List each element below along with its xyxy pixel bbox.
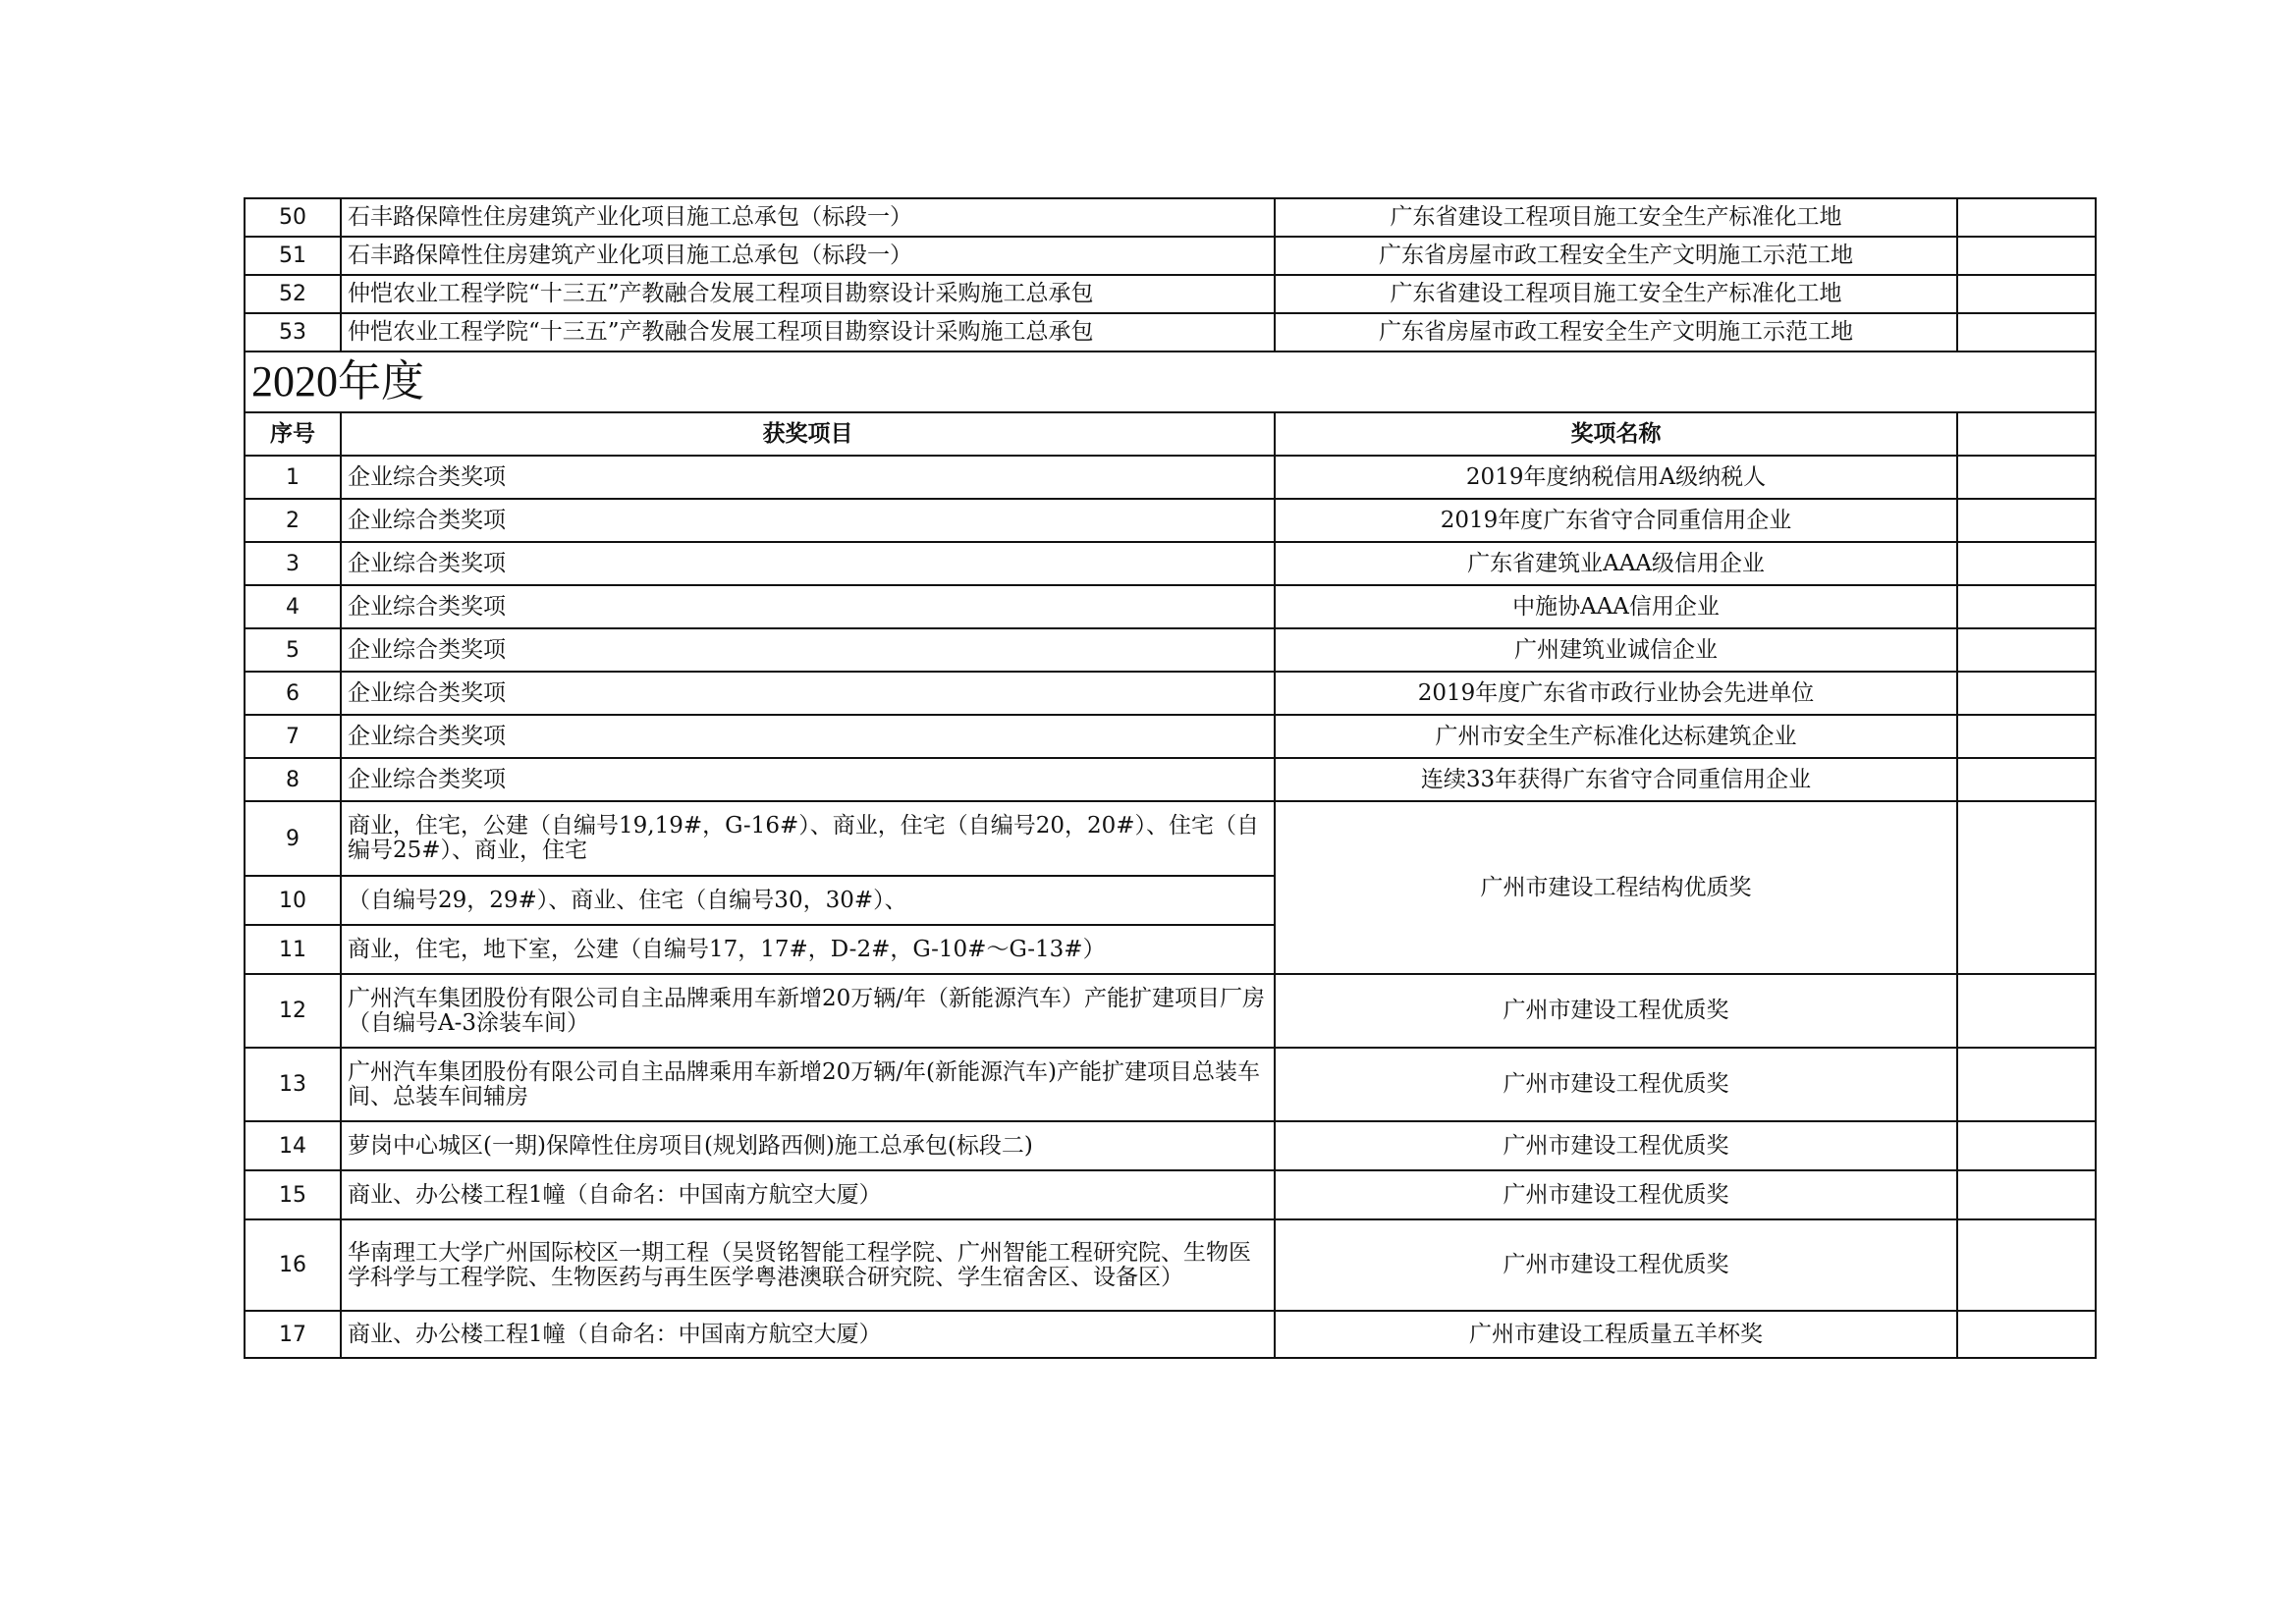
- project-cell: 企业综合类奖项: [341, 542, 1275, 585]
- blank-cell: [1957, 715, 2096, 758]
- award-cell: 广州市建设工程优质奖: [1275, 1121, 1957, 1170]
- row-number: 7: [245, 715, 341, 758]
- table-row: [245, 542, 2096, 585]
- table-row: [245, 1170, 2096, 1219]
- table-row: [245, 801, 2096, 876]
- blank-cell: [1957, 801, 2096, 974]
- blank-cell: [1957, 275, 2096, 313]
- row-number: 5: [245, 628, 341, 672]
- table-row: [245, 499, 2096, 542]
- project-cell: 企业综合类奖项: [341, 715, 1275, 758]
- row-number: 4: [245, 585, 341, 628]
- award-cell: 广东省房屋市政工程安全生产文明施工示范工地: [1275, 237, 1957, 275]
- table-row: [245, 672, 2096, 715]
- row-number: 17: [245, 1311, 341, 1358]
- row-number: 9: [245, 801, 341, 876]
- project-cell: 企业综合类奖项: [341, 499, 1275, 542]
- award-cell: 广州市建设工程优质奖: [1275, 1219, 1957, 1311]
- table-row: [245, 1311, 2096, 1358]
- row-number: 13: [245, 1048, 341, 1121]
- award-cell: 2019年度广东省市政行业协会先进单位: [1275, 672, 1957, 715]
- project-cell: 企业综合类奖项: [341, 585, 1275, 628]
- table-row: [245, 715, 2096, 758]
- header-number: 序号: [245, 412, 341, 456]
- row-number: 6: [245, 672, 341, 715]
- award-cell: 广州建筑业诚信企业: [1275, 628, 1957, 672]
- header-award: 奖项名称: [1275, 412, 1957, 456]
- award-cell: 广州市建设工程优质奖: [1275, 974, 1957, 1048]
- blank-cell: [1957, 758, 2096, 801]
- project-cell: 商业，住宅，地下室，公建（自编号17，17#，D-2#，G-10#～G-13#）: [341, 925, 1275, 974]
- blank-cell: [1957, 1121, 2096, 1170]
- table-row: [245, 237, 2096, 275]
- award-cell: 广州市建设工程优质奖: [1275, 1048, 1957, 1121]
- merged-award-cell: 广州市建设工程结构优质奖: [1275, 801, 1957, 974]
- project-cell: 石丰路保障性住房建筑产业化项目施工总承包（标段一）: [341, 198, 1275, 237]
- blank-cell: [1957, 1311, 2096, 1358]
- year-section-row: [245, 352, 2096, 412]
- project-cell: 商业、办公楼工程1幢（自命名：中国南方航空大厦）: [341, 1170, 1275, 1219]
- table-row: [245, 1048, 2096, 1121]
- blank-cell: [1957, 628, 2096, 672]
- award-cell: 广东省建筑业AAA级信用企业: [1275, 542, 1957, 585]
- row-number: 1: [245, 456, 341, 499]
- project-cell: 商业，住宅，公建（自编号19,19#，G-16#）、商业，住宅（自编号20，20#）、住宅（自编号25#）、商业，住宅: [341, 801, 1275, 876]
- awards-table: [244, 197, 2097, 1359]
- row-number: 52: [245, 275, 341, 313]
- project-cell: 企业综合类奖项: [341, 628, 1275, 672]
- header-project: 获奖项目: [341, 412, 1275, 456]
- row-number: 10: [245, 876, 341, 925]
- project-cell: 企业综合类奖项: [341, 758, 1275, 801]
- header-row: [245, 412, 2096, 456]
- project-cell: 仲恺农业工程学院“十三五”产教融合发展工程项目勘察设计采购施工总承包: [341, 313, 1275, 352]
- table-row: [245, 1121, 2096, 1170]
- award-cell: 广州市建设工程质量五羊杯奖: [1275, 1311, 1957, 1358]
- table-row: [245, 456, 2096, 499]
- award-cell: 中施协AAA信用企业: [1275, 585, 1957, 628]
- table-row: [245, 198, 2096, 237]
- blank-cell: [1957, 974, 2096, 1048]
- award-cell: 广东省建设工程项目施工安全生产标准化工地: [1275, 275, 1957, 313]
- table-row: [245, 313, 2096, 352]
- row-number: 2: [245, 499, 341, 542]
- project-cell: 企业综合类奖项: [341, 672, 1275, 715]
- row-number: 50: [245, 198, 341, 237]
- table-row: [245, 1219, 2096, 1311]
- table-row: [245, 974, 2096, 1048]
- row-number: 53: [245, 313, 341, 352]
- row-number: 12: [245, 974, 341, 1048]
- blank-cell: [1957, 456, 2096, 499]
- header-blank: [1957, 412, 2096, 456]
- year-title: 2020年度: [245, 352, 2096, 412]
- blank-cell: [1957, 499, 2096, 542]
- blank-cell: [1957, 585, 2096, 628]
- blank-cell: [1957, 1219, 2096, 1311]
- blank-cell: [1957, 672, 2096, 715]
- table-row: [245, 585, 2096, 628]
- blank-cell: [1957, 1170, 2096, 1219]
- project-cell: 企业综合类奖项: [341, 456, 1275, 499]
- project-cell: 仲恺农业工程学院“十三五”产教融合发展工程项目勘察设计采购施工总承包: [341, 275, 1275, 313]
- blank-cell: [1957, 542, 2096, 585]
- table-row: [245, 758, 2096, 801]
- row-number: 15: [245, 1170, 341, 1219]
- award-cell: 广州市建设工程优质奖: [1275, 1170, 1957, 1219]
- award-cell: 连续33年获得广东省守合同重信用企业: [1275, 758, 1957, 801]
- project-cell: 萝岗中心城区(一期)保障性住房项目(规划路西侧)施工总承包(标段二): [341, 1121, 1275, 1170]
- table-row: [245, 628, 2096, 672]
- project-cell: 广州汽车集团股份有限公司自主品牌乘用车新增20万辆/年(新能源汽车)产能扩建项目总装车间、总装车间辅房: [341, 1048, 1275, 1121]
- award-cell: 广州市安全生产标准化达标建筑企业: [1275, 715, 1957, 758]
- award-cell: 广东省房屋市政工程安全生产文明施工示范工地: [1275, 313, 1957, 352]
- row-number: 16: [245, 1219, 341, 1311]
- row-number: 14: [245, 1121, 341, 1170]
- project-cell: 商业、办公楼工程1幢（自命名：中国南方航空大厦）: [341, 1311, 1275, 1358]
- project-cell: 广州汽车集团股份有限公司自主品牌乘用车新增20万辆/年（新能源汽车）产能扩建项目厂房（自编号A-3涂装车间）: [341, 974, 1275, 1048]
- blank-cell: [1957, 313, 2096, 352]
- project-cell: 华南理工大学广州国际校区一期工程（吴贤铭智能工程学院、广州智能工程研究院、生物医学科学与工程学院、生物医药与再生医学粤港澳联合研究院、学生宿舍区、设备区）: [341, 1219, 1275, 1311]
- project-cell: （自编号29，29#）、商业、住宅（自编号30，30#）、: [341, 876, 1275, 925]
- award-cell: 2019年度纳税信用A级纳税人: [1275, 456, 1957, 499]
- award-cell: 广东省建设工程项目施工安全生产标准化工地: [1275, 198, 1957, 237]
- row-number: 11: [245, 925, 341, 974]
- table-row: [245, 275, 2096, 313]
- blank-cell: [1957, 1048, 2096, 1121]
- row-number: 51: [245, 237, 341, 275]
- project-cell: 石丰路保障性住房建筑产业化项目施工总承包（标段一）: [341, 237, 1275, 275]
- blank-cell: [1957, 198, 2096, 237]
- row-number: 8: [245, 758, 341, 801]
- row-number: 3: [245, 542, 341, 585]
- award-cell: 2019年度广东省守合同重信用企业: [1275, 499, 1957, 542]
- blank-cell: [1957, 237, 2096, 275]
